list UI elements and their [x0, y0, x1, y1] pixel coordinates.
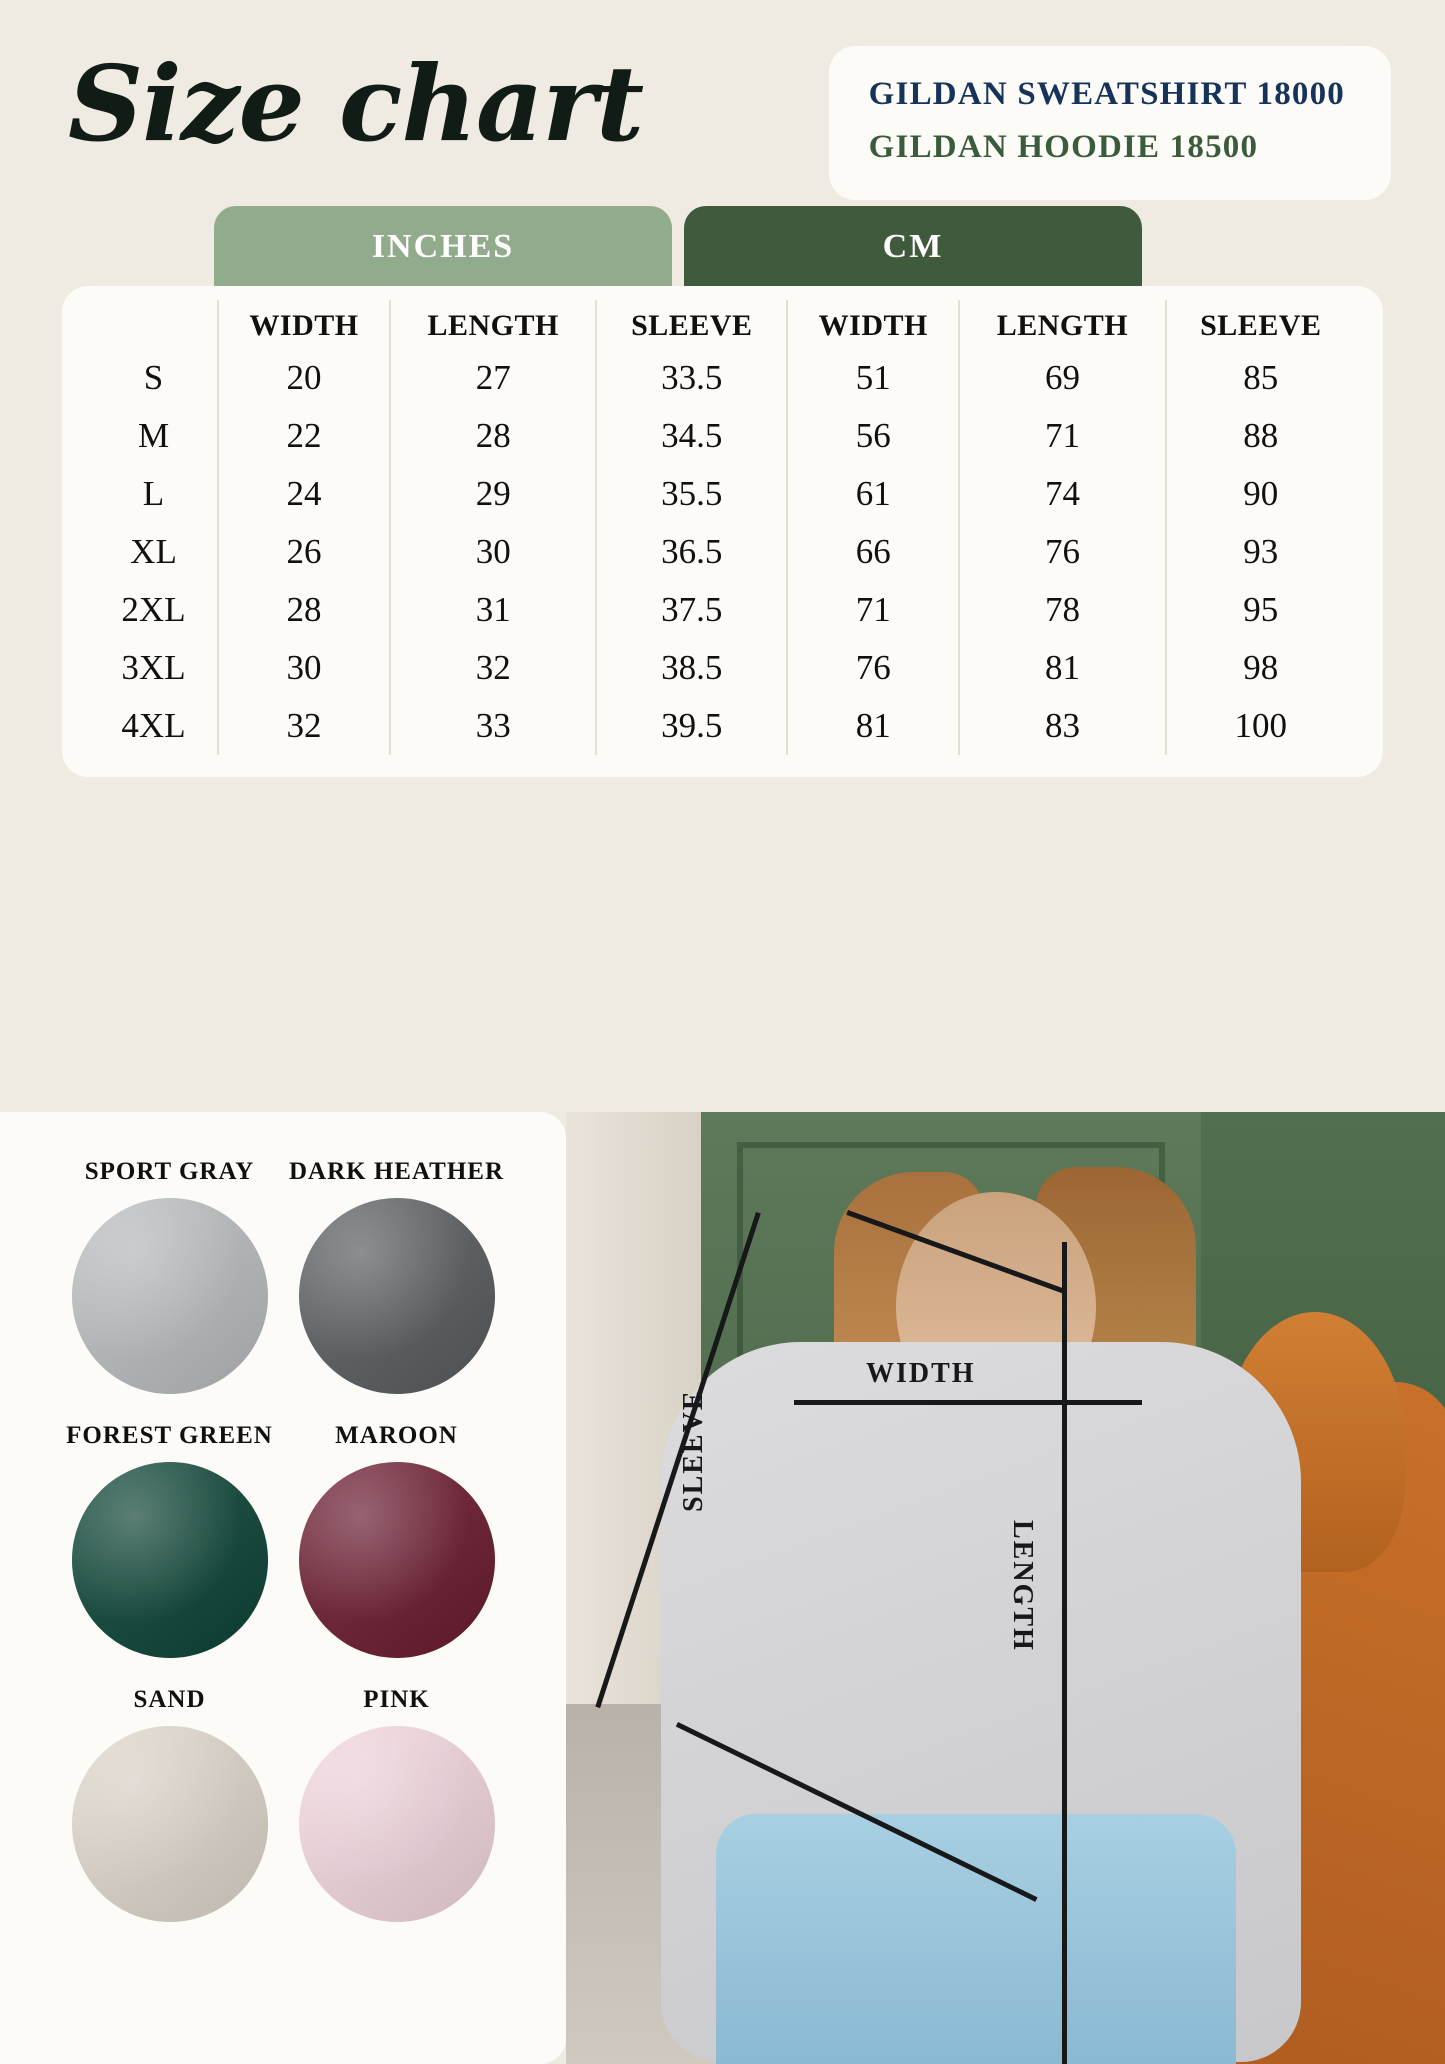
- cell-cm-width: 71: [787, 581, 959, 639]
- cell-in-length: 33: [390, 697, 596, 755]
- swatch-pink[interactable]: [283, 1686, 510, 1922]
- swatch-circle: [299, 1198, 495, 1394]
- table-row: [90, 349, 1355, 407]
- swatch-label: PINK: [363, 1686, 430, 1713]
- cell-cm-sleeve: 98: [1166, 639, 1355, 697]
- color-grid: [0, 1158, 566, 1922]
- col-head-cm-length: LENGTH: [959, 300, 1165, 349]
- cell-cm-sleeve: 100: [1166, 697, 1355, 755]
- swatch-label: SAND: [133, 1686, 206, 1713]
- cell-cm-sleeve: 85: [1166, 349, 1355, 407]
- col-head-in-length: LENGTH: [390, 300, 596, 349]
- product-info-card: [829, 46, 1391, 200]
- col-head-cm-width: WIDTH: [787, 300, 959, 349]
- size-table: [90, 300, 1355, 755]
- product-sweatshirt-label: GILDAN SWEATSHIRT 18000: [868, 76, 1345, 112]
- cell-in-sleeve: 37.5: [596, 581, 787, 639]
- cell-in-sleeve: 34.5: [596, 407, 787, 465]
- swatch-label: SPORT GRAY: [84, 1158, 255, 1185]
- col-head-cm-sleeve: SLEEVE: [1166, 300, 1355, 349]
- page-title: Size chart: [68, 42, 644, 165]
- measure-label-sleeve: SLEEVE: [678, 1389, 709, 1512]
- cell-cm-length: 83: [959, 697, 1165, 755]
- row-size: S: [143, 358, 164, 397]
- row-size: 2XL: [121, 590, 186, 629]
- swatch-circle: [72, 1726, 268, 1922]
- table-row: [90, 465, 1355, 523]
- cell-cm-sleeve: 88: [1166, 407, 1355, 465]
- cell-cm-length: 71: [959, 407, 1165, 465]
- cell-cm-width: 51: [787, 349, 959, 407]
- table-row: [90, 639, 1355, 697]
- cell-in-length: 28: [390, 407, 596, 465]
- table-row: [90, 407, 1355, 465]
- cell-cm-sleeve: 95: [1166, 581, 1355, 639]
- cell-in-length: 30: [390, 523, 596, 581]
- table-row: [90, 697, 1355, 755]
- table-row: [90, 581, 1355, 639]
- color-swatch-panel: [0, 1112, 566, 2064]
- page-header: [0, 0, 1445, 200]
- cell-in-sleeve: 35.5: [596, 465, 787, 523]
- swatch-circle: [72, 1462, 268, 1658]
- cell-cm-width: 66: [787, 523, 959, 581]
- bottom-section: [0, 1112, 1445, 2064]
- row-size: 3XL: [121, 648, 186, 687]
- cell-in-width: 26: [218, 523, 390, 581]
- cell-in-length: 27: [390, 349, 596, 407]
- size-table-section: [62, 206, 1383, 777]
- swatch-sand[interactable]: [56, 1686, 283, 1922]
- col-head-in-sleeve: SLEEVE: [596, 300, 787, 349]
- swatch-circle: [72, 1198, 268, 1394]
- cell-in-length: 32: [390, 639, 596, 697]
- cell-in-sleeve: 36.5: [596, 523, 787, 581]
- swatch-label: MAROON: [335, 1422, 458, 1449]
- unit-tab-cm[interactable]: CM: [684, 206, 1142, 292]
- cell-cm-length: 76: [959, 523, 1165, 581]
- row-size: 4XL: [121, 706, 186, 745]
- product-hoodie-label: GILDAN HOODIE 18500: [868, 129, 1259, 165]
- cell-cm-length: 78: [959, 581, 1165, 639]
- row-size: XL: [130, 532, 177, 571]
- swatch-label: DARK HEATHER: [288, 1158, 505, 1185]
- cell-in-length: 29: [390, 465, 596, 523]
- swatch-dark-heather[interactable]: [283, 1158, 510, 1394]
- row-size: L: [142, 474, 165, 513]
- col-head-in-width: WIDTH: [218, 300, 390, 349]
- cell-cm-sleeve: 93: [1166, 523, 1355, 581]
- swatch-circle: [299, 1462, 495, 1658]
- cell-in-width: 20: [218, 349, 390, 407]
- cell-in-width: 30: [218, 639, 390, 697]
- size-table-card: [62, 286, 1383, 777]
- swatch-forest-green[interactable]: [56, 1422, 283, 1658]
- cell-in-length: 31: [390, 581, 596, 639]
- col-head-size: [90, 300, 218, 349]
- swatch-maroon[interactable]: [283, 1422, 510, 1658]
- unit-tabs: [62, 206, 1383, 292]
- cell-cm-width: 76: [787, 639, 959, 697]
- cell-cm-width: 61: [787, 465, 959, 523]
- measure-label-length: LENGTH: [1007, 1520, 1038, 1652]
- cell-cm-width: 56: [787, 407, 959, 465]
- cell-cm-length: 81: [959, 639, 1165, 697]
- photo-jeans: [716, 1814, 1236, 2064]
- swatch-sport-gray[interactable]: [56, 1158, 283, 1394]
- cell-cm-length: 69: [959, 349, 1165, 407]
- table-row: [90, 523, 1355, 581]
- cell-in-width: 24: [218, 465, 390, 523]
- cell-cm-length: 74: [959, 465, 1165, 523]
- swatch-label: FOREST GREEN: [66, 1422, 273, 1449]
- cell-in-sleeve: 39.5: [596, 697, 787, 755]
- unit-tab-inches[interactable]: INCHES: [214, 206, 672, 292]
- measure-line-width: [794, 1400, 1142, 1405]
- row-size: M: [137, 416, 170, 455]
- cell-in-sleeve: 33.5: [596, 349, 787, 407]
- cell-in-sleeve: 38.5: [596, 639, 787, 697]
- cell-in-width: 28: [218, 581, 390, 639]
- swatch-circle: [299, 1726, 495, 1922]
- model-photo: [566, 1112, 1445, 2064]
- table-header-row: [90, 300, 1355, 349]
- measure-label-width: WIDTH: [866, 1358, 976, 1389]
- cell-in-width: 32: [218, 697, 390, 755]
- cell-cm-sleeve: 90: [1166, 465, 1355, 523]
- measure-line-length: [1062, 1242, 1067, 2064]
- cell-cm-width: 81: [787, 697, 959, 755]
- cell-in-width: 22: [218, 407, 390, 465]
